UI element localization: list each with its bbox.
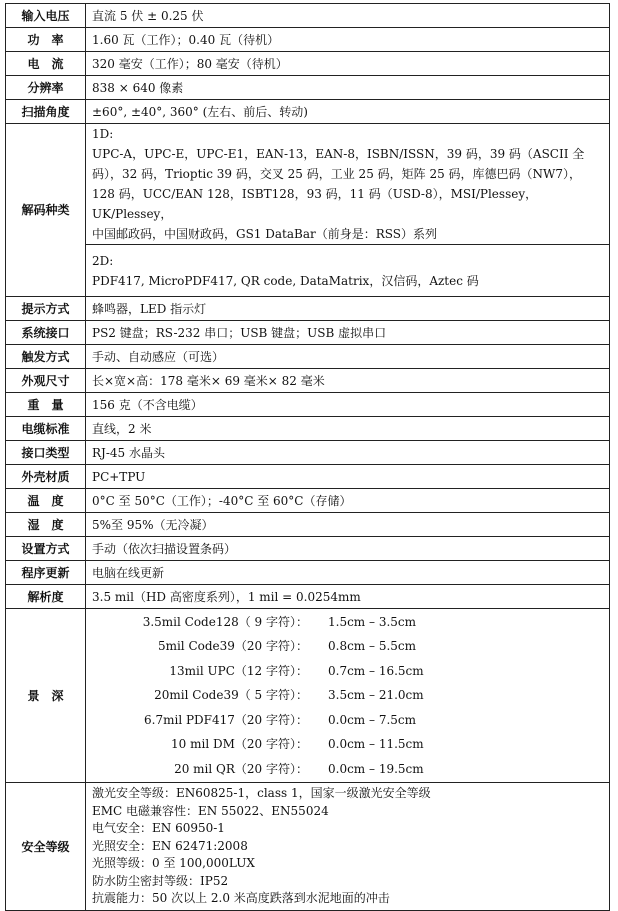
row-depth-of-field bbox=[6, 609, 610, 783]
depth-range: 1.5cm – 3.5cm bbox=[328, 615, 416, 630]
row-dimensions bbox=[6, 369, 610, 393]
label-trigger: 触发方式 bbox=[6, 345, 86, 369]
row-temperature bbox=[6, 489, 610, 513]
safety-line: 光照等级：0 至 100,000LUX bbox=[92, 856, 255, 871]
label-humidity: 湿 度 bbox=[6, 513, 86, 537]
row-connector bbox=[6, 441, 610, 465]
value-connector: RJ-45 水晶头 bbox=[86, 441, 610, 465]
safety-line: 抗震能力：50 次以上 2.0 米高度跌落到水泥地面的冲击 bbox=[92, 891, 390, 906]
label-weight: 重 量 bbox=[6, 393, 86, 417]
decode-1d-line: 128 码，UCC/EAN 128，ISBT128，93 码，11 码（USD-8），MSI/Plessey，UK/Plessey， bbox=[92, 187, 538, 221]
depth-symbology: 13mil UPC（12 字符）： bbox=[169, 663, 308, 678]
value-dimensions: 长×宽×高：178 毫米× 69 毫米× 82 毫米 bbox=[86, 369, 610, 393]
decode-2d-title: 2D: bbox=[92, 253, 114, 268]
value-decode-2d bbox=[86, 245, 610, 297]
label-dimensions: 外观尺寸 bbox=[6, 369, 86, 393]
safety-line: 防水防尘密封等级：IP52 bbox=[92, 873, 229, 888]
row-decode-1d bbox=[6, 124, 610, 245]
label-depth-of-field: 景 深 bbox=[6, 609, 86, 783]
depth-row bbox=[92, 683, 603, 707]
value-decode-1d bbox=[86, 124, 610, 245]
value-current: 320 毫安（工作）；80 毫安（待机） bbox=[86, 52, 610, 76]
depth-row bbox=[92, 732, 603, 756]
row-decode-2d bbox=[6, 245, 610, 297]
row-update bbox=[6, 561, 610, 585]
depth-symbology: 3.5mil Code128（ 9 字符）： bbox=[142, 615, 308, 630]
depth-row bbox=[92, 659, 603, 683]
row-alert bbox=[6, 297, 610, 321]
decode-1d-line: UPC-A，UPC-E，UPC-E1，EAN-13，EAN-8，ISBN/ISSN，39 码，39 码（ASCII 全 bbox=[92, 147, 585, 161]
label-power: 功 率 bbox=[6, 28, 86, 52]
safety-line: EMC 电磁兼容性：EN 55022、EN55024 bbox=[92, 803, 329, 818]
label-safety: 安全等级 bbox=[6, 783, 86, 911]
decode-2d-line: PDF417, MicroPDF417, QR code, DataMatrix，汉信码，Aztec 码 bbox=[92, 273, 479, 288]
depth-range: 3.5cm – 21.0cm bbox=[328, 688, 424, 703]
row-weight bbox=[6, 393, 610, 417]
decode-1d-line: 码），32 码，Trioptic 39 码，交叉 25 码，工业 25 码，矩阵 25 码，库德巴码（NW7）， bbox=[92, 167, 582, 181]
label-interface: 系统接口 bbox=[6, 321, 86, 345]
value-print-density: 3.5 mil（HD 高密度系列），1 mil = 0.0254mm bbox=[86, 585, 610, 609]
decode-1d-line: 中国邮政码，中国财政码，GS1 DataBar（前身是：RSS）系列 bbox=[92, 227, 437, 241]
label-setup: 设置方式 bbox=[6, 537, 86, 561]
value-humidity: 5%至 95%（无冷凝） bbox=[86, 513, 610, 537]
label-cable: 电缆标准 bbox=[6, 417, 86, 441]
value-trigger: 手动、自动感应（可选） bbox=[86, 345, 610, 369]
depth-symbology: 20 mil QR（20 字符）： bbox=[174, 761, 308, 776]
value-depth-of-field bbox=[86, 609, 610, 783]
row-housing bbox=[6, 465, 610, 489]
label-alert: 提示方式 bbox=[6, 297, 86, 321]
value-resolution: 838 × 640 像素 bbox=[86, 76, 610, 100]
label-resolution: 分辨率 bbox=[6, 76, 86, 100]
value-update: 电脑在线更新 bbox=[86, 561, 610, 585]
depth-row bbox=[92, 610, 603, 634]
row-input-voltage bbox=[6, 4, 610, 28]
row-current bbox=[6, 52, 610, 76]
label-print-density: 解析度 bbox=[6, 585, 86, 609]
label-decode: 解码种类 bbox=[6, 124, 86, 297]
depth-range: 0.7cm – 16.5cm bbox=[328, 663, 424, 678]
row-print-density bbox=[6, 585, 610, 609]
label-housing: 外壳材质 bbox=[6, 465, 86, 489]
row-interface bbox=[6, 321, 610, 345]
safety-line: 激光安全等级：EN60825-1，class 1，国家一级激光安全等级 bbox=[92, 786, 431, 801]
row-safety bbox=[6, 783, 610, 911]
row-trigger bbox=[6, 345, 610, 369]
label-update: 程序更新 bbox=[6, 561, 86, 585]
safety-line: 电气安全：EN 60950-1 bbox=[92, 821, 225, 836]
decode-1d-title: 1D: bbox=[92, 127, 114, 141]
value-weight: 156 克（不含电缆） bbox=[86, 393, 610, 417]
row-humidity bbox=[6, 513, 610, 537]
row-setup bbox=[6, 537, 610, 561]
depth-range: 0.0cm – 11.5cm bbox=[328, 737, 424, 752]
value-scan-angle: ±60°, ±40°, 360° (左右、前后、转动) bbox=[86, 100, 610, 124]
depth-range: 0.0cm – 7.5cm bbox=[328, 712, 416, 727]
row-cable bbox=[6, 417, 610, 441]
depth-symbology: 6.7mil PDF417（20 字符）： bbox=[144, 712, 308, 727]
value-input-voltage: 直流 5 伏 ± 0.25 伏 bbox=[86, 4, 610, 28]
value-cable: 直线，2 米 bbox=[86, 417, 610, 441]
depth-row bbox=[92, 708, 603, 732]
spec-table bbox=[5, 3, 610, 911]
depth-row bbox=[92, 634, 603, 658]
label-current: 电 流 bbox=[6, 52, 86, 76]
value-alert: 蜂鸣器，LED 指示灯 bbox=[86, 297, 610, 321]
depth-range: 0.8cm – 5.5cm bbox=[328, 639, 416, 654]
label-input-voltage: 输入电压 bbox=[6, 4, 86, 28]
label-temperature: 温 度 bbox=[6, 489, 86, 513]
depth-symbology: 20mil Code39（ 5 字符）： bbox=[154, 688, 308, 703]
value-housing: PC+TPU bbox=[86, 465, 610, 489]
value-interface: PS2 键盘；RS-232 串口；USB 键盘；USB 虚拟串口 bbox=[86, 321, 610, 345]
row-scan-angle bbox=[6, 100, 610, 124]
row-power bbox=[6, 28, 610, 52]
depth-row bbox=[92, 757, 603, 781]
label-scan-angle: 扫描角度 bbox=[6, 100, 86, 124]
safety-line: 光照安全：EN 62471:2008 bbox=[92, 838, 248, 853]
label-connector: 接口类型 bbox=[6, 441, 86, 465]
depth-range: 0.0cm – 19.5cm bbox=[328, 761, 424, 776]
depth-symbology: 5mil Code39（20 字符）： bbox=[157, 639, 308, 654]
value-temperature: 0°C 至 50°C（工作）；-40°C 至 60°C（存储） bbox=[86, 489, 610, 513]
value-setup: 手动（依次扫描设置条码） bbox=[86, 537, 610, 561]
value-power: 1.60 瓦（工作）；0.40 瓦（待机） bbox=[86, 28, 610, 52]
value-safety bbox=[86, 783, 610, 911]
depth-symbology: 10 mil DM（20 字符）： bbox=[171, 737, 308, 752]
row-resolution bbox=[6, 76, 610, 100]
